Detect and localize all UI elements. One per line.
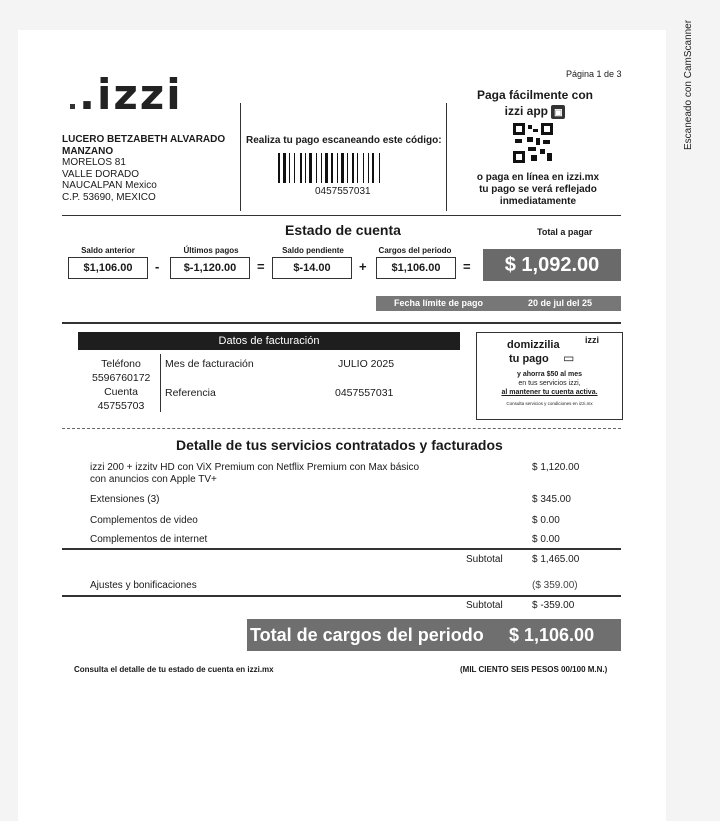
internet-addons-label: Complementos de internet [90, 534, 208, 545]
card-icon: ▭ [563, 351, 575, 365]
cargos-value: $1,106.00 [376, 257, 456, 279]
customer-name-2: MANZANO [62, 145, 114, 157]
address-street: MORELOS 81 [62, 157, 126, 168]
equals-sign: = [257, 259, 265, 274]
domi-title2: tu pago [509, 353, 549, 365]
referencia-label: Referencia [165, 387, 216, 399]
service-desc-2: con anuncios con Apple TV+ [90, 474, 217, 485]
saldo-anterior-value: $1,106.00 [68, 257, 148, 279]
scanner-watermark: Escaneado con CamScanner [683, 19, 694, 150]
address-postal: C.P. 53690, MEXICO [62, 191, 156, 203]
logo-dot-icon [70, 104, 75, 109]
subtotal-label: Subtotal [466, 600, 503, 611]
domiciliation-promo[interactable] [476, 332, 623, 420]
phone-block [92, 357, 150, 413]
telefono-label: Teléfono [101, 358, 141, 370]
pay-app-promo [470, 87, 600, 119]
address-city: NAUCALPAN Mexico [62, 180, 157, 191]
saldo-pendiente-label: Saldo pendiente [282, 246, 344, 255]
footer-note: Consulta el detalle de tu estado de cuenta en izzi.mx [74, 665, 274, 674]
domi-fine: Consulta servicios y condiciones en izzi.mx [506, 401, 593, 406]
barcode-number: 0457557031 [315, 186, 371, 197]
izzi-logo [70, 70, 183, 119]
pay-online-line3: inmediatamente [499, 196, 577, 207]
separator [62, 428, 621, 429]
pay-online-line1: o paga en línea en izzi.mx [476, 172, 600, 183]
service-desc: izzi 200 + izzitv HD con ViX Premium con Netflix Premium con Max básico [90, 462, 420, 473]
extensiones-amount: $ 345.00 [532, 494, 571, 505]
divider [240, 103, 241, 211]
pay-app-line2: izzi app [504, 104, 548, 118]
ultimos-pagos-label: Últimos pagos [183, 246, 239, 255]
service-amount: $ 1,120.00 [532, 462, 580, 473]
separator [62, 595, 621, 597]
video-addons-amount: $ 0.00 [532, 515, 560, 526]
domi-title1: domizzilia [507, 339, 560, 351]
separator [62, 215, 621, 216]
cuenta-label: Cuenta [104, 386, 138, 398]
internet-addons-amount: $ 0.00 [532, 534, 560, 545]
pay-online-line2: tu pago se verá reflejado [479, 184, 597, 195]
amount-in-words: (MIL CIENTO SEIS PESOS 00/100 M.N.) [460, 665, 608, 674]
customer-name: LUCERO BETZABETH ALVARADO [62, 134, 226, 145]
divider [446, 103, 447, 211]
pay-app-line1: Paga fácilmente con [476, 88, 594, 102]
referencia-value: 0457557031 [335, 387, 394, 399]
cargos-label: Cargos del periodo [378, 246, 452, 255]
separator [62, 322, 621, 324]
fecha-limite-bar [376, 296, 621, 311]
detalle-title: Detalle de tus servicios contratados y facturados [176, 437, 503, 453]
barcode-image[interactable] [278, 153, 408, 183]
domi-text [477, 370, 622, 408]
telefono-value: 5596760172 [92, 372, 151, 384]
logo-text: .izzi [79, 70, 183, 119]
domi-brand: izzi [585, 335, 600, 345]
domi-text1: y ahorra $50 al mes [517, 371, 582, 378]
total-pagar-label: Total a pagar [537, 227, 593, 237]
scan-pay-title: Realiza tu pago escaneando este código: [246, 135, 442, 146]
mes-label: Mes de facturación [165, 358, 254, 370]
total-cargos-label: Total de cargos del periodo [250, 625, 484, 645]
plus-sign: + [359, 259, 367, 274]
total-a-pagar-value: $ 1,092.00 [483, 249, 621, 281]
mes-value: JULIO 2025 [338, 358, 395, 370]
ultimos-pagos-value: $-1,120.00 [170, 257, 250, 279]
subtotal-value: $ -359.00 [532, 600, 575, 611]
video-addons-label: Complementos de video [90, 515, 198, 526]
divider [160, 354, 161, 412]
page-number: Página 1 de 3 [566, 69, 622, 79]
ajustes-label: Ajustes y bonificaciones [90, 580, 197, 591]
facturacion-header: Datos de facturación [78, 332, 460, 350]
fecha-limite-value: 20 de jul del 25 [528, 298, 593, 308]
domi-text3: al mantener tu cuenta activa. [501, 389, 598, 396]
pay-online-text [468, 172, 608, 208]
minus-sign: - [155, 259, 160, 274]
fecha-limite-label: Fecha límite de pago [394, 298, 484, 308]
subtotal-label: Subtotal [466, 554, 503, 565]
cuenta-value: 45755703 [97, 400, 145, 412]
separator [62, 548, 621, 550]
service-row [90, 462, 419, 486]
address-colony: VALLE DORADO [62, 168, 140, 180]
estado-title: Estado de cuenta [285, 222, 401, 238]
subtotal-value: $ 1,465.00 [532, 554, 580, 565]
ajustes-value: ($ 359.00) [532, 580, 578, 591]
qr-code-image[interactable] [513, 123, 553, 163]
customer-address [62, 134, 225, 203]
izzi-app-icon: ▣ [551, 105, 565, 119]
saldo-pendiente-value: $-14.00 [272, 257, 352, 279]
domi-text2: en tus servicios izzi, [518, 380, 581, 387]
total-cargos-value: $ 1,106.00 [509, 625, 595, 645]
extensiones-label: Extensiones (3) [90, 494, 160, 505]
total-cargos-bar [247, 619, 621, 651]
equals-sign: = [463, 259, 471, 274]
saldo-anterior-label: Saldo anterior [81, 246, 135, 255]
